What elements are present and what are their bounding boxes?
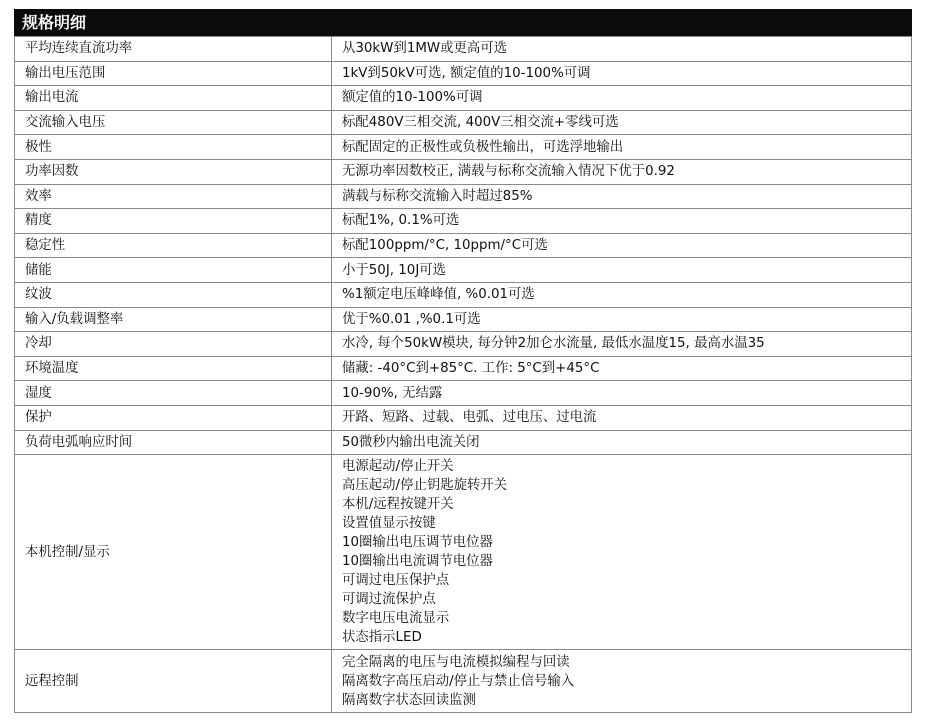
list-item: 电源起动/停止开关 — [342, 459, 454, 475]
list-item: 设置值显示按键 — [342, 516, 436, 532]
spec-key: 冷却 — [15, 332, 332, 357]
table-row — [15, 86, 912, 111]
spec-title: 规格明细 — [14, 9, 912, 36]
spec-key: 输出电流 — [15, 86, 332, 111]
spec-value: 无源功率因数校正, 满载与标称交流输入情况下优于0.92 — [332, 159, 912, 184]
spec-value: 小于50J, 10J可选 — [332, 258, 912, 283]
table-row — [15, 282, 912, 307]
list-item: 可调过电压保护点 — [342, 573, 450, 589]
table-row — [15, 209, 912, 234]
list-item: 10圈输出电流调节电位器 — [342, 554, 493, 570]
table-row — [15, 307, 912, 332]
list-item: 完全隔离的电压与电流模拟编程与回读 — [342, 654, 570, 670]
spec-key: 远程控制 — [15, 650, 332, 713]
table-row — [15, 258, 912, 283]
table-row — [15, 110, 912, 135]
spec-key: 稳定性 — [15, 233, 332, 258]
table-row — [15, 159, 912, 184]
spec-key: 负荷电弧响应时间 — [15, 430, 332, 455]
spec-key: 功率因数 — [15, 159, 332, 184]
list-item: 高压起动/停止钥匙旋转开关 — [342, 478, 508, 494]
spec-key: 纹波 — [15, 282, 332, 307]
list-item: 10圈输出电压调节电位器 — [342, 535, 493, 551]
table-row — [15, 233, 912, 258]
spec-table-body — [15, 37, 912, 713]
spec-key: 效率 — [15, 184, 332, 209]
table-row — [15, 184, 912, 209]
list-item: 隔离数字状态回读监测 — [342, 692, 476, 708]
table-row — [15, 356, 912, 381]
list-item: 本机/远程按键开关 — [342, 497, 454, 513]
table-row — [15, 61, 912, 86]
table-row-local-control — [15, 455, 912, 650]
spec-key: 精度 — [15, 209, 332, 234]
table-row-remote-control — [15, 650, 912, 713]
spec-value: 标配100ppm/°C, 10ppm/°C可选 — [332, 233, 912, 258]
spec-value: 优于%0.01 ,%0.1可选 — [332, 307, 912, 332]
table-row — [15, 332, 912, 357]
spec-key: 输出电压范围 — [15, 61, 332, 86]
list-item: 隔离数字高压启动/停止与禁止信号输入 — [342, 673, 575, 689]
table-row — [15, 37, 912, 62]
spec-key: 本机控制/显示 — [15, 455, 332, 650]
list-item: 数字电压电流显示 — [342, 611, 450, 627]
spec-key: 输入/负载调整率 — [15, 307, 332, 332]
spec-value: 10-90%, 无结露 — [332, 381, 912, 406]
spec-key: 极性 — [15, 135, 332, 160]
spec-sheet — [14, 9, 912, 713]
spec-value: 50微秒内输出电流关闭 — [332, 430, 912, 455]
spec-value: 1kV到50kV可选, 额定值的10-100%可调 — [332, 61, 912, 86]
table-row — [15, 430, 912, 455]
spec-value: 水冷, 每个50kW模块, 每分钟2加仑水流量, 最低水温度15, 最高水温35 — [332, 332, 912, 357]
list-item: 可调过流保护点 — [342, 592, 436, 608]
spec-value: 标配480V三相交流, 400V三相交流+零线可选 — [332, 110, 912, 135]
spec-value: 标配固定的正极性或负极性输出，可选浮地输出 — [332, 135, 912, 160]
spec-value: 满载与标称交流输入时超过85% — [332, 184, 912, 209]
spec-key: 平均连续直流功率 — [15, 37, 332, 62]
spec-value: 额定值的10-100%可调 — [332, 86, 912, 111]
spec-value: 标配1%, 0.1%可选 — [332, 209, 912, 234]
spec-key: 湿度 — [15, 381, 332, 406]
spec-key: 储能 — [15, 258, 332, 283]
table-row — [15, 405, 912, 430]
spec-value-list — [332, 455, 912, 650]
spec-value: %1额定电压峰峰值, %0.01可选 — [332, 282, 912, 307]
spec-table — [14, 36, 912, 713]
table-row — [15, 381, 912, 406]
spec-value: 从30kW到1MW或更高可选 — [332, 37, 912, 62]
list-item: 状态指示LED — [342, 630, 422, 646]
table-row — [15, 135, 912, 160]
spec-value: 储藏: -40°C到+85°C. 工作: 5°C到+45°C — [332, 356, 912, 381]
spec-key: 保护 — [15, 405, 332, 430]
spec-value: 开路、短路、过载、电弧、过电压、过电流 — [332, 405, 912, 430]
spec-value-list — [332, 650, 912, 713]
spec-key: 交流输入电压 — [15, 110, 332, 135]
spec-key: 环境温度 — [15, 356, 332, 381]
